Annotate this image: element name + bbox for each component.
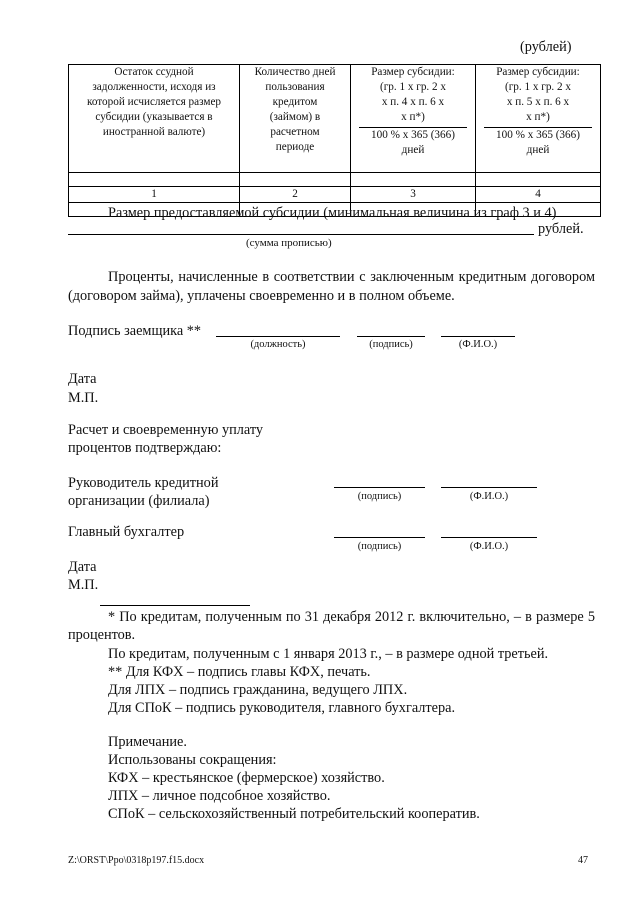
column-number: 3 — [351, 187, 476, 203]
header-line: периоде — [275, 141, 315, 153]
caption-signature: (подпись) — [369, 339, 413, 350]
header-line: (гр. 1 x гр. 2 x — [379, 81, 447, 93]
header-line: Размер субсидии: — [371, 66, 455, 78]
header-line: пользования — [265, 81, 325, 93]
subsidy-amount-text: Размер предоставляемой субсидии (минимальная величина из граф 3 и 4) — [108, 205, 557, 221]
rubles-suffix: рублей. — [538, 221, 584, 237]
footnote-line: Для ЛПХ – подпись гражданина, ведущего ЛПХ. — [108, 682, 408, 698]
accountant-caption-signature: (подпись) — [357, 541, 402, 552]
footnote-separator — [100, 605, 250, 606]
amount-line — [68, 234, 534, 235]
header-line: x п. 4 x п. 6 x — [381, 96, 445, 108]
header-line: Размер субсидии: — [496, 66, 580, 78]
footnote-line: Для СПоК – подпись руководителя, главного бухгалтера. — [108, 700, 456, 716]
fraction-denominator — [359, 127, 467, 158]
stamp-label: М.П. — [68, 390, 99, 406]
column-number: 2 — [240, 187, 351, 203]
footnote-1: * По кредитам, полученным по 31 декабря 2012 г. включительно, – в размере 5 процентов. — [68, 609, 595, 643]
header-col-3 — [351, 65, 476, 173]
column-number: 1 — [69, 187, 240, 203]
table-gap-row — [69, 173, 601, 187]
header-line: дней — [526, 144, 550, 156]
header-line: 100 % x 365 (366) — [371, 129, 455, 141]
header-line: 100 % x 365 (366) — [496, 129, 580, 141]
stamp-label-2: М.П. — [68, 577, 99, 593]
date-label-2: Дата — [68, 559, 97, 575]
note-item: ЛПХ – личное подсобное хозяйство. — [108, 788, 331, 804]
accountant-signature-line — [334, 537, 425, 538]
header-line: дней — [401, 144, 425, 156]
footnote-line: По кредитам, полученным с 1 января 2013 г., – в размере одной третьей. — [108, 646, 549, 662]
borrower-signature-label: Подпись заемщика ** — [68, 323, 202, 339]
head-signature-line — [334, 487, 425, 488]
column-number-row — [69, 187, 601, 203]
position-line — [216, 336, 340, 337]
note-intro: Использованы сокращения: — [108, 752, 277, 768]
column-number: 4 — [476, 187, 601, 203]
header-line: расчетном — [270, 126, 320, 138]
header-line: x п*) — [401, 111, 425, 123]
header-line: Количество дней — [254, 66, 336, 78]
header-line: (займом) в — [269, 111, 321, 123]
accountant-caption-name: (Ф.И.О.) — [469, 541, 509, 552]
footnote-line: ** Для КФХ – подпись главы КФХ, печать. — [108, 664, 371, 680]
page-number: 47 — [578, 855, 588, 866]
interest-paragraph: Проценты, начисленные в соответствии с заключенным кредитным договором (договором займа), уплачены своевременно и в полном объеме. — [68, 269, 595, 304]
caption-position: (должность) — [250, 339, 306, 350]
accountant-name-line — [441, 537, 537, 538]
head-caption-signature: (подпись) — [357, 491, 402, 502]
header-line: иностранной валюте) — [102, 126, 206, 138]
header-col-1 — [69, 65, 240, 173]
date-label: Дата — [68, 371, 97, 387]
header-line: x п*) — [526, 111, 550, 123]
header-line: x п. 5 x п. 6 x — [506, 96, 570, 108]
signature-line — [357, 336, 425, 337]
confirm-line-1: Расчет и своевременную уплату — [68, 422, 264, 438]
caption-name: (Ф.И.О.) — [458, 339, 498, 350]
accountant-label: Главный бухгалтер — [68, 524, 185, 540]
name-line — [441, 336, 515, 337]
header-col-2 — [240, 65, 351, 173]
note-item: СПоК – сельскохозяйственный потребительский кооператив. — [108, 806, 480, 822]
head-name-line — [441, 487, 537, 488]
fraction-denominator — [484, 127, 592, 158]
footer-file-path: Z:\ORST\Ppo\0318p197.f15.docx — [68, 855, 205, 866]
sum-caption: (сумма прописью) — [246, 237, 332, 249]
note-title: Примечание. — [108, 734, 187, 750]
header-line: (гр. 1 x гр. 2 x — [504, 81, 572, 93]
head-label-2: организации (филиала) — [68, 493, 210, 509]
subsidy-table — [68, 64, 601, 217]
header-line: кредитом — [272, 96, 318, 108]
header-line: задолженности, исходя из — [92, 81, 216, 93]
header-line: Остаток ссудной — [114, 66, 194, 78]
unit-label: (рублей) — [520, 39, 572, 55]
note-item: КФХ – крестьянское (фермерское) хозяйство. — [108, 770, 385, 786]
confirm-line-2: процентов подтверждаю: — [68, 440, 222, 456]
table-header-row — [69, 65, 601, 173]
header-line: субсидии (указывается в — [95, 111, 213, 123]
head-caption-name: (Ф.И.О.) — [469, 491, 509, 502]
head-label-1: Руководитель кредитной — [68, 475, 219, 491]
header-col-4 — [476, 65, 601, 173]
header-line: которой исчисляется размер — [86, 96, 221, 108]
